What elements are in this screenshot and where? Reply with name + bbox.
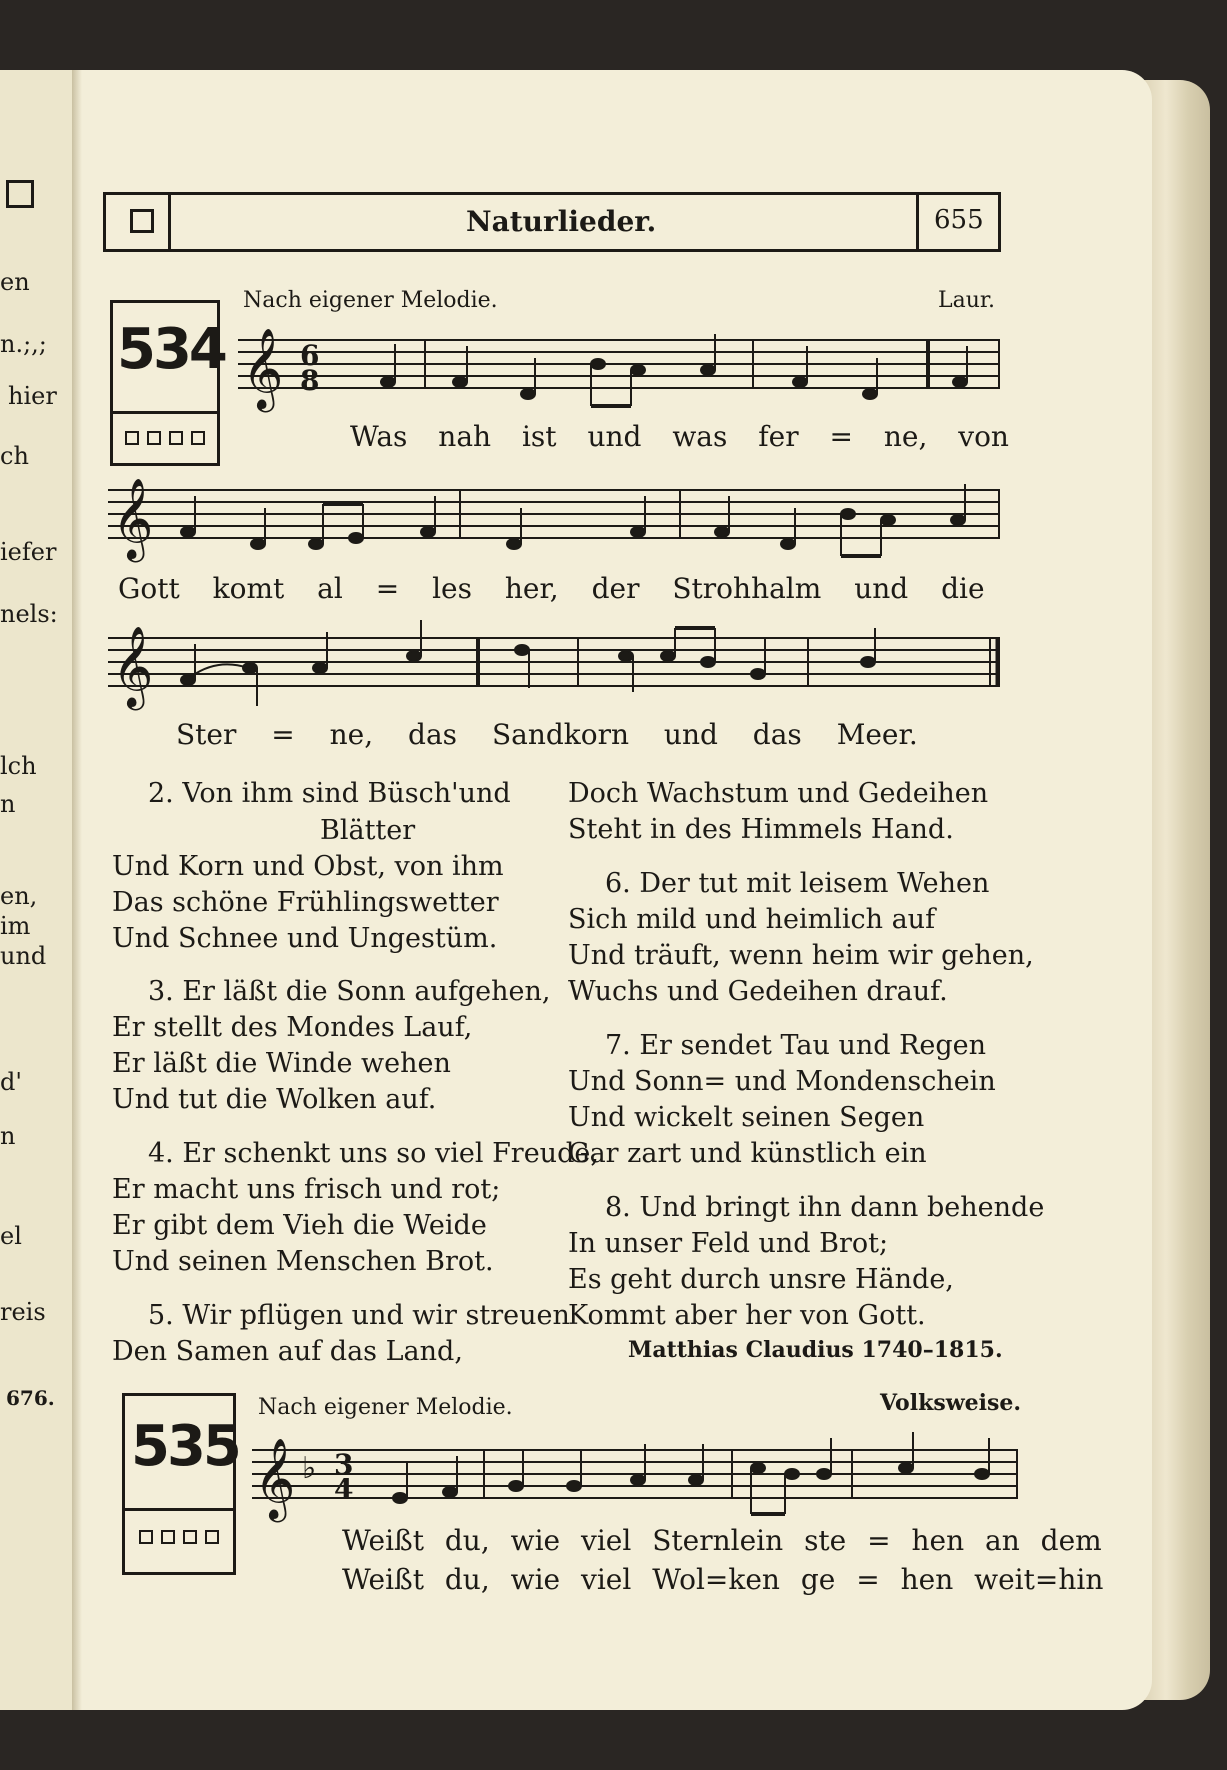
verse-line: Er macht uns frisch und rot; bbox=[112, 1174, 501, 1205]
header-divider bbox=[168, 195, 171, 249]
verse-line: Doch Wachstum und Gedeihen bbox=[568, 778, 989, 809]
page-header bbox=[103, 192, 1001, 252]
treble-clef-icon: 𝄞 bbox=[112, 477, 154, 559]
left-fragment: ch bbox=[0, 442, 29, 470]
verse-line: Und Korn und Obst, von ihm bbox=[112, 851, 504, 882]
verse-line: 6. Der tut mit leisem Wehen bbox=[605, 868, 990, 899]
lyrics-line: Weißt du, wie viel Sternlein ste = hen an dem bbox=[342, 1524, 1102, 1557]
left-fragment: n.;,; bbox=[0, 330, 47, 358]
left-fragment: n bbox=[0, 1122, 16, 1150]
square-icon bbox=[169, 431, 183, 445]
verse-line: Sich mild und heimlich auf bbox=[568, 904, 936, 935]
verse-line: Und tut die Wolken auf. bbox=[112, 1084, 437, 1115]
melody-note: Nach eigener Melodie. bbox=[258, 1395, 513, 1420]
melody-note: Nach eigener Melodie. bbox=[243, 288, 498, 313]
time-signature-bottom: 8 bbox=[300, 364, 320, 397]
verse-line: Und Schnee und Ungestüm. bbox=[112, 923, 498, 954]
time-signature-top: 6 bbox=[300, 339, 320, 372]
verse-line: Den Samen auf das Land, bbox=[112, 1336, 463, 1367]
verse-line: Steht in des Himmels Hand. bbox=[568, 814, 954, 845]
square-icon bbox=[161, 1530, 175, 1544]
verse-line: Und träuft, wenn heim wir gehen, bbox=[568, 940, 1034, 971]
header-divider bbox=[916, 195, 919, 249]
lyrics-line: Weißt du, wie viel Wol=ken ge = hen weit=hin bbox=[342, 1563, 1104, 1596]
verse-line: Blätter bbox=[320, 815, 416, 846]
treble-clef-icon: 𝄞 bbox=[242, 327, 284, 409]
page-number: 655 bbox=[934, 205, 984, 235]
left-fragment: iefer bbox=[0, 538, 57, 566]
verse-line: Und wickelt seinen Segen bbox=[568, 1102, 925, 1133]
square-icon bbox=[183, 1530, 197, 1544]
treble-clef-icon: 𝄞 bbox=[112, 625, 154, 707]
hymn-number-box bbox=[110, 300, 225, 466]
verse-line: 8. Und bringt ihn dann behende bbox=[605, 1192, 1045, 1223]
left-fragment: n bbox=[0, 790, 16, 818]
music-staff bbox=[108, 470, 1000, 580]
left-fragment: reis bbox=[0, 1298, 46, 1326]
hymn-number: 535 bbox=[131, 1414, 239, 1479]
book-gutter bbox=[72, 70, 82, 1710]
notes bbox=[381, 334, 967, 406]
verse-line: In unser Feld und Brot; bbox=[568, 1228, 889, 1259]
flat-icon: ♭ bbox=[302, 1451, 317, 1486]
left-fragment: d' bbox=[0, 1068, 22, 1096]
verse-line: 7. Er sendet Tau und Regen bbox=[605, 1030, 987, 1061]
music-staff bbox=[108, 618, 1000, 728]
header-square-icon bbox=[130, 209, 154, 233]
notes bbox=[181, 484, 965, 556]
verse-line: Er gibt dem Vieh die Weide bbox=[112, 1210, 487, 1241]
music-staff bbox=[252, 1420, 1018, 1530]
left-fragment: hier bbox=[8, 382, 57, 410]
hymn-number-box bbox=[122, 1393, 239, 1575]
left-fragment: en bbox=[0, 268, 30, 296]
left-fragment: und bbox=[0, 942, 47, 970]
page-title: Naturlieder. bbox=[466, 205, 657, 238]
verse-line: Und Sonn= und Mondenschein bbox=[568, 1066, 996, 1097]
lyrics-line: Was nah ist und was fer = ne, von bbox=[350, 420, 1009, 453]
left-header-square bbox=[6, 180, 34, 208]
square-icon bbox=[125, 431, 139, 445]
verse-line: 3. Er läßt die Sonn aufgehen, bbox=[148, 976, 551, 1007]
square-icon bbox=[191, 431, 205, 445]
left-fragment: en, bbox=[0, 882, 38, 910]
verse-line: Das schöne Frühlingswetter bbox=[112, 887, 499, 918]
left-fragment: 676. bbox=[6, 1386, 55, 1410]
lyrics-line: Gott komt al = les her, der Strohhalm und die bbox=[118, 572, 985, 605]
left-fragment: lch bbox=[0, 752, 37, 780]
verse-line: 2. Von ihm sind Büsch'und bbox=[148, 778, 511, 809]
left-fragment: el bbox=[0, 1222, 22, 1250]
treble-clef-icon: 𝄞 bbox=[254, 1437, 296, 1519]
verse-line: Er läßt die Winde wehen bbox=[112, 1048, 451, 1079]
square-icon bbox=[139, 1530, 153, 1544]
composer: Laur. bbox=[938, 288, 995, 313]
verse-line: Er stellt des Mondes Lauf, bbox=[112, 1012, 473, 1043]
left-fragment: im bbox=[0, 912, 31, 940]
time-signature-top: 3 bbox=[334, 1448, 354, 1481]
left-fragment: nels: bbox=[0, 600, 58, 628]
hymn-number: 534 bbox=[117, 317, 225, 382]
verse-line: 5. Wir pflügen und wir streuen bbox=[148, 1300, 570, 1331]
verse-line: 4. Er schenkt uns so viel Freude, bbox=[148, 1138, 599, 1169]
verse-line: Wuchs und Gedeihen drauf. bbox=[568, 976, 948, 1007]
composer: Volksweise. bbox=[880, 1390, 1022, 1416]
verse-line: Und seinen Menschen Brot. bbox=[112, 1246, 494, 1277]
lyrics-line: Ster = ne, das Sandkorn und das Meer. bbox=[176, 718, 918, 751]
verse-line: Gar zart und künstlich ein bbox=[568, 1138, 927, 1169]
verse-line: Es geht durch unsre Hände, bbox=[568, 1264, 954, 1295]
square-icon bbox=[147, 431, 161, 445]
time-signature-bottom: 4 bbox=[334, 1473, 354, 1506]
square-icon bbox=[205, 1530, 219, 1544]
author-credit: Matthias Claudius 1740–1815. bbox=[628, 1337, 1003, 1363]
verse-line: Kommt aber her von Gott. bbox=[568, 1300, 926, 1331]
